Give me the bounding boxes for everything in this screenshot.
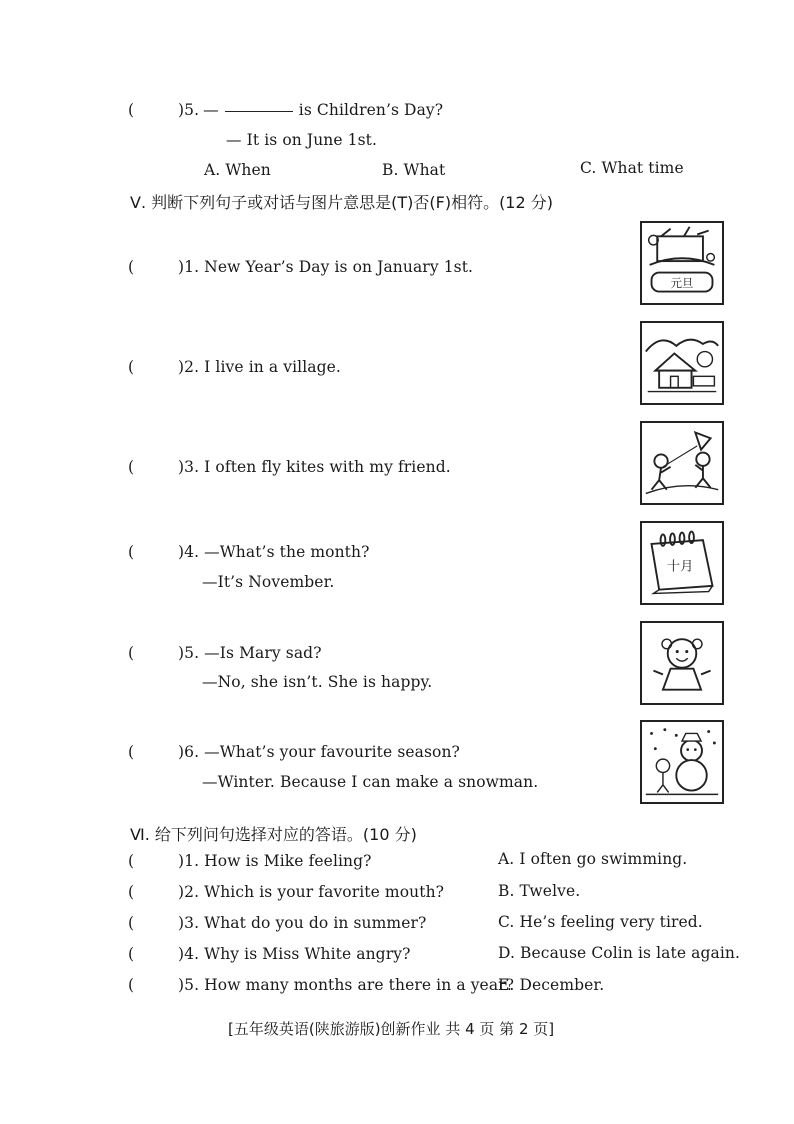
s5-item-3-paren[interactable]: ( (128, 458, 135, 476)
s5-item-5: ( )5. —Is Mary sad? (128, 644, 322, 662)
s6-question-3: ( )3. What do you do in summer? (128, 914, 427, 932)
section-6-title: Ⅵ. 给下列问句选择对应的答语。(10 分) (130, 825, 417, 844)
s5-item-6-paren[interactable]: ( (128, 743, 135, 761)
s6-question-1: ( )1. How is Mike feeling? (128, 852, 372, 870)
s5-item-4-line2: —It’s November. (202, 573, 335, 591)
kite-flying-icon (640, 421, 724, 505)
q5-answer-line: — It is on June 1st. (226, 131, 378, 149)
q5-blank[interactable] (225, 111, 293, 112)
s5-item-5-paren[interactable]: ( (128, 644, 135, 662)
s6-answer-c: C. He’s feeling very tired. (498, 913, 703, 931)
q5-stem-text: is Children’s Day? (298, 101, 444, 119)
s6-question-2-paren[interactable]: ( (128, 883, 135, 901)
calendar-picture-text: 十月 (666, 559, 694, 575)
s5-item-2-paren[interactable]: ( (128, 358, 135, 376)
new-year-icon (640, 221, 724, 305)
q5-option-c: C. What time (580, 159, 684, 177)
calendar-icon (640, 521, 724, 605)
s6-answer-e: E. December. (498, 976, 605, 994)
q5-paren[interactable]: ( (128, 101, 135, 119)
s5-item-4-paren[interactable]: ( (128, 543, 135, 561)
snowman-icon (640, 720, 724, 804)
q5-stem: ( )5. — is Children’s Day? (128, 101, 444, 119)
new-year-picture-text: 元旦 (670, 275, 694, 290)
s6-question-5-paren[interactable]: ( (128, 976, 135, 994)
s6-question-5: ( )5. How many months are there in a year? (128, 976, 515, 994)
s5-item-1: ( )1. New Year’s Day is on January 1st. (128, 258, 474, 276)
s5-item-6: ( )6. —What’s your favourite season? (128, 743, 460, 761)
s5-item-5-line2: —No, she isn’t. She is happy. (202, 673, 433, 691)
s6-answer-b: B. Twelve. (498, 882, 581, 900)
s6-question-1-paren[interactable]: ( (128, 852, 135, 870)
s6-answer-d: D. Because Colin is late again. (498, 944, 741, 962)
page-footer: [五年级英语(陕旅游版)创新作业 共 4 页 第 2 页] (228, 1020, 555, 1038)
q5-number: ) (178, 101, 185, 119)
s6-question-2: ( )2. Which is your favorite mouth? (128, 883, 445, 901)
section-5-title: Ⅴ. 判断下列句子或对话与图片意思是(T)否(F)相符。(12 分) (130, 193, 553, 212)
happy-girl-icon (640, 621, 724, 705)
s5-item-6-line2: —Winter. Because I can make a snowman. (202, 773, 539, 791)
village-icon (640, 321, 724, 405)
s6-question-4: ( )4. Why is Miss White angry? (128, 945, 411, 963)
q5-option-a: A. When (204, 161, 271, 179)
s6-question-4-paren[interactable]: ( (128, 945, 135, 963)
s5-item-4: ( )4. —What’s the month? (128, 543, 370, 561)
s6-question-3-paren[interactable]: ( (128, 914, 135, 932)
s5-item-1-paren[interactable]: ( (128, 258, 135, 276)
q5-option-b: B. What (382, 161, 446, 179)
s5-item-3: ( )3. I often fly kites with my friend. (128, 458, 451, 476)
s6-answer-a: A. I often go swimming. (498, 850, 688, 868)
s5-item-2: ( )2. I live in a village. (128, 358, 341, 376)
